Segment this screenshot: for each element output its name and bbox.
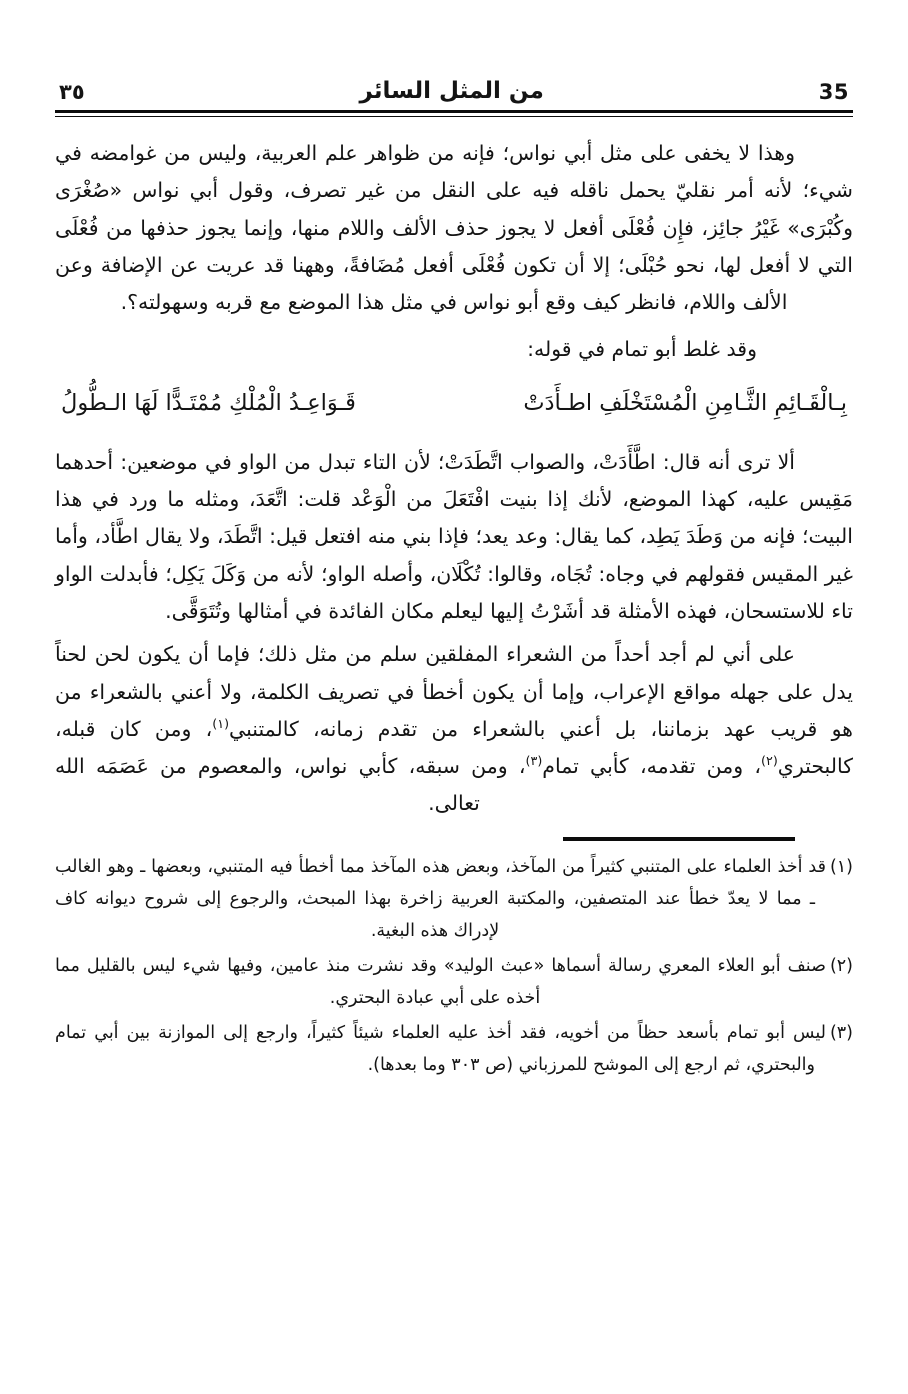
- poetry-verse: [55, 373, 853, 438]
- footnote-3-text: ليس أبو تمام بأسعد حظاً من أخويه، فقد أخذ عليه العلماء شيئاً كثيراً، وارجع إلى الموازنة بين أبي تمام والبحتري، ثم ارجع إلى الموشح للمرزباني (ص ٣٠٣ وما بعدها).: [55, 1022, 826, 1075]
- hemistich-right: بِـالْقَـائِمِ الثَّـامِنِ الْمُسْتَخْلَفِ اطـأَدَتْ: [523, 389, 847, 416]
- footnote-2-marker: (٢): [829, 955, 853, 976]
- footnote-1-text: قد أخذ العلماء على المتنبي كثيراً من المآخذ، وبعض هذه المآخذ مما أخطأ فيه المتنبي، وبعضها ـ وهو الغالب ـ مما لا يعدّ خطأ عند المتصفين، والمكتبة العربية زاخرة بهذا المبحث، والرجوع إلى شروح ديوانه كاف لإدراك هذه البغية.: [55, 856, 826, 942]
- header-rule: [55, 110, 853, 117]
- page-number-arabic: ٣٥: [59, 80, 85, 104]
- footnote-ref: (٢): [761, 753, 778, 769]
- page-header: [55, 78, 853, 110]
- footnotes-block: [55, 851, 853, 1082]
- footnote-ref: (٣): [525, 753, 543, 769]
- footnote-3: [55, 1017, 853, 1082]
- footnote-ref: (١): [212, 715, 230, 731]
- footnote-2: [55, 950, 853, 1015]
- footnote-1-marker: (١): [829, 856, 853, 877]
- page-title: من المثل السائر: [359, 78, 544, 104]
- footnote-3-marker: (٣): [829, 1022, 853, 1043]
- verse-intro: وقد غلط أبو تمام في قوله:: [527, 337, 757, 362]
- paragraph-1: وهذا لا يخفى على مثل أبي نواس؛ فإنه من ظواهر علم العربية، وليس من غوامضه في شيء؛ لأنه أمر نقليّ يحمل ناقله فيه على النقل من غير تصرف، وقول أبي نواس «صُغْرَى وكُبْرَى» غَيْرُ جائِز، فإِن فُعْلَى أفعل لا يجوز حذف الألف واللام منها، وإنما يجوز حذفها من فُعْلَى التي لا أفعل لها، نحو حُبْلَى؛ إلا أن تكون فُعْلَى أفعل مُضَافةً، وههنا قد عريت عن الإضافة وعن الألف واللام، فانظر كيف وقع أبو نواس في مثل هذا الموضع مع قربه وسهولته؟.: [55, 141, 853, 315]
- hemistich-left: قَـوَاعِـدُ الْمُلْكِ مُمْتَـدًّا لَهَا الـطُّولُ: [61, 389, 356, 416]
- page-number-latin: 35: [818, 80, 849, 104]
- paragraph-2: ألا ترى أنه قال: اطَّأَدَتْ، والصواب اتَّطَدَتْ؛ لأن التاء تبدل من الواو في موضعين: أحدهما مَقِيس عليه، كهذا الموضع، لأنك إذا بنيت افْتَعَلَ من الْوَعْد قلت: اتَّعَدَ، ومثله ما ورد في هذا البيت؛ فإنه من وَطَدَ يَطِد، كما يقال: وعد يعد؛ فإذا بني منه افتعل قيل: اتَّطَدَ، ولا يقال اطَّأد، وأما غير المقيس فقولهم في وجاه: تُجَاه، وقالوا: تُكْلَان، وأصله الواو؛ لأنه من وَكَلَ يَكِل؛ فأبدلت الواو تاء للاستسحان، فهذه الأمثلة قد أشَرْتُ إليها ليعلم مكان الفائدة في أمثالها وتُتَوَقَّى.: [55, 449, 853, 623]
- paragraph-3: على أني لم أجد أحداً من الشعراء المفلقين سلم من مثل ذلك؛ فإما أن يكون لحن لحناً يدل على جهله مواقع الإعراب، وإما أن يكون أخطأ في تصريف الكلمة، ولا أعني بالشعراء من هو قريب عهد بزماننا، بل أعني بالشعراء من تقدم زمانه، كالمتنبي$^{(١)}$، ومن كان قبله، كالبحتري$^{(٢)}$، ومن تقدمه، كأبي تمام$^{(٣)}$، ومن سبقه، كأبي نواس، والمعصوم من عَصَمَه الله تعالى.: [55, 642, 853, 816]
- page-body: [55, 135, 853, 823]
- footnote-2-text: صنف أبو العلاء المعري رسالة أسماها «عبث الوليد» وقد نشرت منذ عامين، وفيها شيء ليس بالقليل مما أخذه على أبي عبادة البحتري.: [55, 955, 826, 1009]
- footnote-1: [55, 851, 853, 948]
- footnote-separator: [563, 837, 795, 841]
